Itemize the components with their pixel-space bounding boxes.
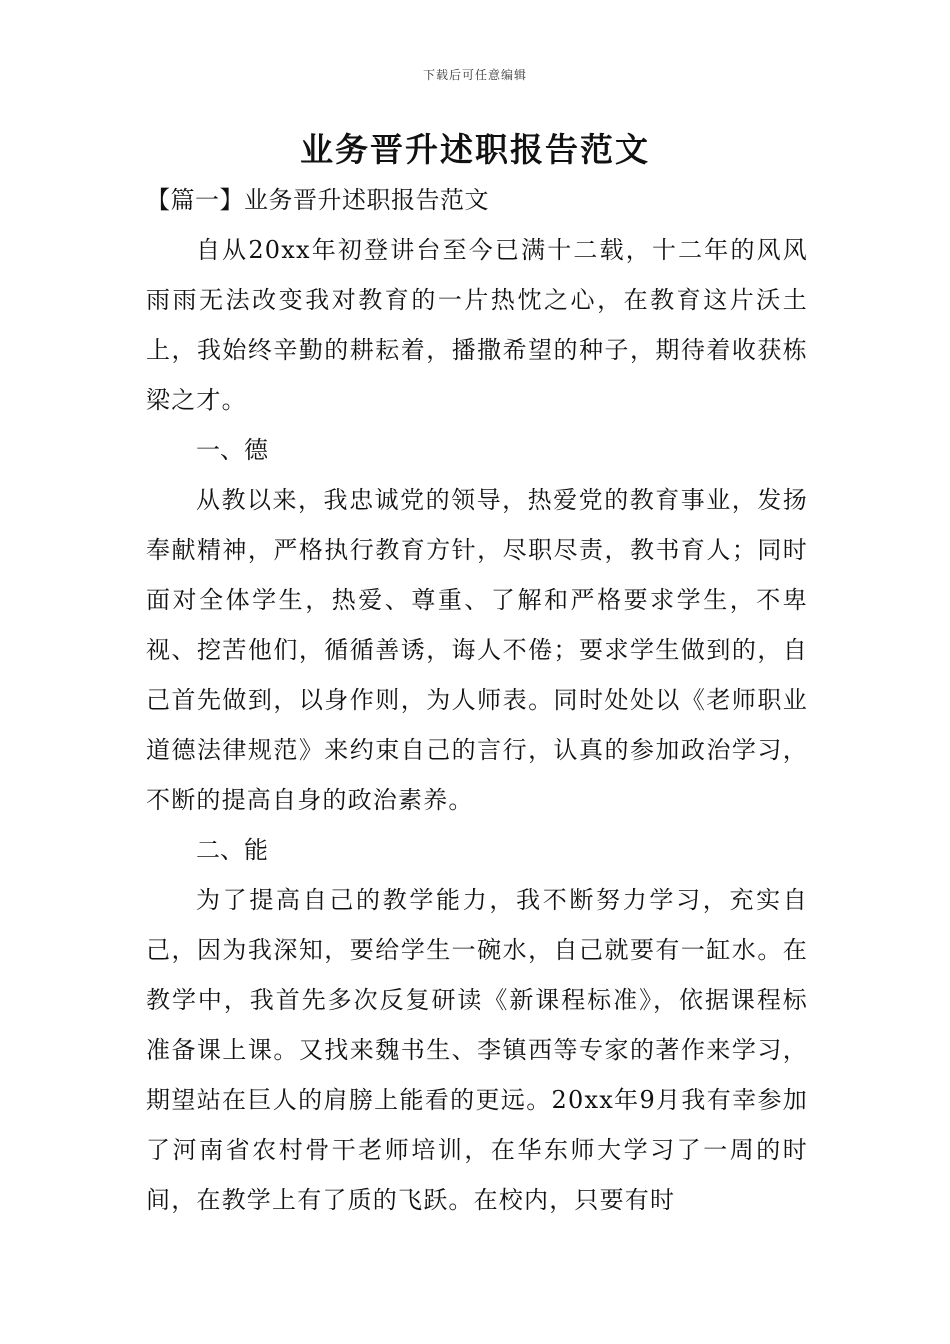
subheading-virtue: 一、德 <box>196 436 268 464</box>
document-title: 业务晋升述职报告范文 <box>300 130 650 169</box>
subheading-ability: 二、能 <box>196 836 268 864</box>
section-heading: 【篇一】业务晋升述职报告范文 <box>146 186 489 214</box>
paragraph-intro: 自从20xx年初登讲台至今已满十二载，十二年的风风雨雨无法改变我对教育的一片热忱之心，在教育这片沃土上，我始终辛勤的耕耘着，播撒希望的种子，期待着收获栋梁之才。 <box>146 236 808 414</box>
paragraph-virtue: 从教以来，我忠诚党的领导，热爱党的教育事业，发扬奉献精神，严格执行教育方针，尽职尽责，教书育人；同时面对全体学生，热爱、尊重、了解和严格要求学生，不卑视、挖苦他们，循循善诱，诲人不倦；要求学生做到的，自己首先做到，以身作则，为人师表。同时处处以《老师职业道德法律规范》来约束自己的言行，认真的参加政治学习，不断的提高自身的政治素养。 <box>146 486 808 814</box>
paragraph-ability: 为了提高自己的教学能力，我不断努力学习，充实自己，因为我深知，要给学生一碗水，自己就要有一缸水。在教学中，我首先多次反复研读《新课程标准》，依据课程标准备课上课。又找来魏书生、李镇西等专家的著作来学习，期望站在巨人的肩膀上能看的更远。20xx年9月我有幸参加了河南省农村骨干老师培训，在华东师大学习了一周的时间，在教学上有了质的飞跃。在校内，只要有时 <box>146 886 808 1214</box>
document-body <box>146 175 808 1225</box>
page-header-note: 下载后可任意编辑 <box>422 68 527 82</box>
